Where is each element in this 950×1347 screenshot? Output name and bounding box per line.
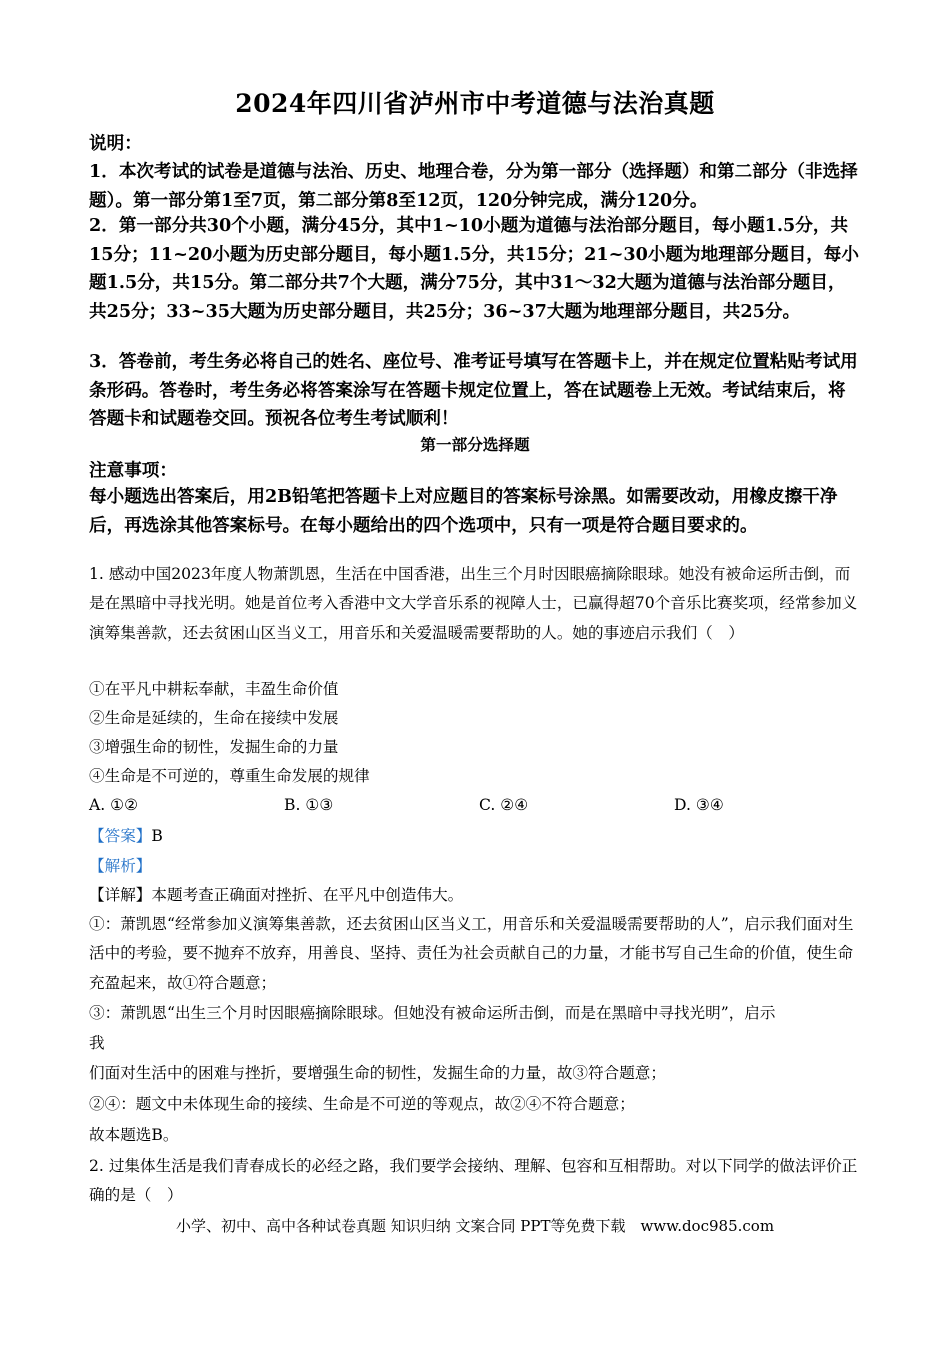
instruction-item-2: 2．第一部分共30个小题，满分45分，其中1~10小题为道德与法治部分题目，每小题1.5分，共15分；11~20小题为历史部分题目，每小题1.5分，共15分；21~30小题为地理部分题目，每小题1.5分，共15分。第二部分共7个大题，满分75分，其中31～32大题为道德与法治部分题目，共25分；33~35大题为历史部分题目，共25分；36~37大题为地理部分题目，共25分。 [89,215,859,323]
page-title: 2024年四川省泸州市中考道德与法治真题 [235,89,715,118]
question-1-stem: 1. 感动中国2023年度人物萧凯恩，生活在中国香港，出生三个月时因眼癌摘除眼球。她没有被命运所击倒，而是在黑暗中寻找光明。她是首位考入香港中文大学音乐系的视障人士，已赢得超70个音乐比赛奖项，经常参加义演筹集善款，还去贫困山区当义工，用音乐和关爱温暖需要帮助的人。她的事迹启示我们（ ） [89,565,858,642]
answer-line [89,822,861,851]
analysis-tag: 【解析】 [89,857,152,875]
conclusion: 故本题选B。 [89,1126,179,1144]
detail-line: 【详解】本题考查正确面对挫折、在平凡中创造伟大。 [89,886,464,904]
section-title: 第一部分选择题 [420,435,530,454]
answer-value: B [151,827,163,845]
statement-1: ①在平凡中耕耘奉献，丰盈生命价值 [89,680,339,698]
explanation-2-part-c: 们面对生活中的困难与挫折，要增强生命的韧性，发掘生命的力量，故③符合题意； [89,1064,666,1082]
option-c[interactable]: C. ②④ [479,796,529,814]
question-2-stem: 2. 过集体生活是我们青春成长的必经之路，我们要学会接纳、理解、包容和互相帮助。对以下同学的做法评价正确的是（ ） [89,1157,858,1205]
statement-3: ③增强生命的韧性，发掘生命的力量 [89,738,339,756]
explanation-2-part-a: ③：萧凯恩“出生三个月时因眼癌摘除眼球。但她没有被命运所击倒，而是在黑暗中寻找光明”，启示 [89,1004,776,1022]
statement-2: ②生命是延续的，生命在接续中发展 [89,709,339,727]
answer-tag: 【答案】 [89,827,152,845]
page-footer: 小学、初中、高中各种试卷真题 知识归纳 文案合同 PPT等免费下载 www.doc985.com [175,1217,775,1235]
instruction-item-1: 1．本次考试的试卷是道德与法治、历史、地理合卷，分为第一部分（选择题）和第二部分（非选择题）。第一部分第1至7页，第二部分第8至12页，120分钟完成，满分120分。 [89,161,858,211]
explanation-3: ②④：题文中未体现生命的接续、生命是不可逆的等观点，故②④不符合题意； [89,1095,635,1113]
option-d[interactable]: D. ③④ [674,796,724,814]
explanation-2-part-b: 我 [89,1034,105,1052]
option-a[interactable]: A. ①② [89,796,139,814]
instructions-heading: 说明： [89,133,142,154]
instruction-item-3: 3．答卷前，考生务必将自己的姓名、座位号、准考证号填写在答题卡上，并在规定位置粘贴考试用条形码。答卷时，考生务必将答案涂写在答题卡规定位置上，答在试题卷上无效。考试结束后，将答题卡和试题卷交回。预祝各位考生考试顺利！ [89,351,858,430]
explanation-1: ①：萧凯恩“经常参加义演筹集善款，还去贫困山区当义工，用音乐和关爱温暖需要帮助的人”，启示我们面对生活中的考验，要不抛弃不放弃，用善良、坚持、责任为社会贡献自己的力量，才能书写自己生命的价值，使生命充盈起来，故①符合题意； [89,915,854,992]
notes-heading: 注意事项： [89,460,177,481]
notes-text: 每小题选出答案后，用2B铅笔把答题卡上对应题目的答案标号涂黑。如需要改动，用橡皮擦干净后，再选涂其他答案标号。在每小题给出的四个选项中，只有一项是符合题目要求的。 [89,486,838,536]
option-b[interactable]: B. ①③ [284,796,334,814]
statement-4: ④生命是不可逆的，尊重生命发展的规律 [89,767,370,785]
